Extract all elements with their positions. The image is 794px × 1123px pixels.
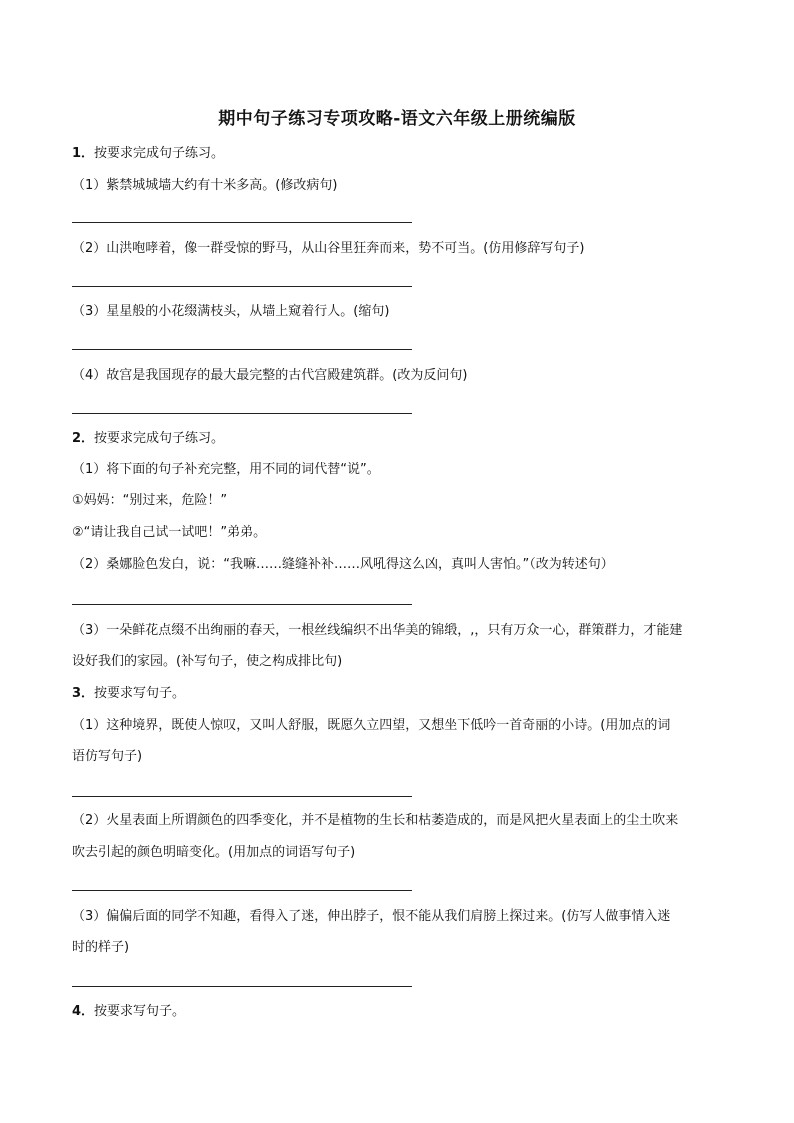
q1-item-4: （4）故宫是我国现存的最大最完整的古代宫殿建筑群。(改为反问句) bbox=[72, 368, 468, 383]
q3-sub-1-line-2: 语仿写句子) bbox=[72, 749, 143, 764]
question-instruction: 按要求完成句子练习。 bbox=[94, 146, 225, 161]
answer-line[interactable] bbox=[72, 604, 412, 605]
answer-line[interactable] bbox=[72, 796, 412, 797]
q3-sub-3-line-1: （3）偏偏后面的同学不知趣，看得入了迷，伸出脖子，恨不能从我们肩膀上探过来。(仿写人做事情入迷 bbox=[72, 909, 671, 924]
question-instruction: 按要求写句子。 bbox=[94, 686, 186, 701]
q2-option-1: ①妈妈：“别过来，危险！” bbox=[72, 493, 228, 508]
answer-line[interactable] bbox=[72, 890, 412, 891]
q1-item-2: （2）山洪咆哮着，像一群受惊的野马，从山谷里狂奔而来，势不可当。(仿用修辞写句子) bbox=[72, 241, 585, 256]
q2-sub-2: （2）桑娜脸色发白，说：“我嘛……缝缝补补……风吼得这么凶，真叫人害怕。”（改为转述句） bbox=[72, 557, 614, 572]
answer-line[interactable] bbox=[72, 986, 412, 987]
question-number: 1． bbox=[72, 146, 95, 161]
answer-line[interactable] bbox=[72, 286, 412, 287]
answer-line[interactable] bbox=[72, 349, 412, 350]
q1-item-1: （1）紫禁城城墙大约有十米多高。(修改病句) bbox=[72, 178, 338, 193]
question-3-heading bbox=[72, 685, 734, 703]
question-2-heading bbox=[72, 430, 734, 448]
q2-option-2: ②“请让我自己试一试吧！”弟弟。 bbox=[72, 525, 267, 540]
q3-sub-2-line-1: （2）火星表面上所谓颜色的四季变化，并不是植物的生长和枯萎造成的，而是风把火星表面上的尘土吹来 bbox=[72, 813, 679, 828]
question-1-heading bbox=[72, 145, 734, 163]
q3-sub-1-line-1: （1）这种境界，既使人惊叹，又叫人舒服，既愿久立四望，又想坐下低吟一首奇丽的小诗。(用加点的词 bbox=[72, 718, 671, 733]
question-number: 3． bbox=[72, 686, 95, 701]
q3-sub-2-line-2: 吹去引起的颜色明暗变化。(用加点的词语写句子) bbox=[72, 845, 356, 860]
question-number: 2． bbox=[72, 431, 95, 446]
q2-sub-1: （1）将下面的句子补充完整，用不同的词代替“说”。 bbox=[72, 462, 380, 477]
answer-line[interactable] bbox=[72, 413, 412, 414]
question-instruction: 按要求写句子。 bbox=[94, 1004, 186, 1019]
answer-line[interactable] bbox=[72, 222, 412, 223]
page-title: 期中句子练习专项攻略-语文六年级上册统编版 bbox=[218, 109, 576, 129]
q3-sub-3-line-2: 时的样子) bbox=[72, 940, 130, 955]
question-instruction: 按要求完成句子练习。 bbox=[94, 431, 225, 446]
q2-sub-3-line-2: 设好我们的家园。(补写句子，使之构成排比句) bbox=[72, 654, 343, 669]
question-4-heading bbox=[72, 1003, 734, 1021]
q1-item-3: （3）星星般的小花缀满枝头，从墙上窥着行人。(缩句) bbox=[72, 304, 390, 319]
q2-sub-3-line-1: （3）一朵鲜花点缀不出绚丽的春天，一根丝线编织不出华美的锦缎，,，只有万众一心，群策群力，才能建 bbox=[72, 623, 683, 638]
question-number: 4． bbox=[72, 1004, 95, 1019]
